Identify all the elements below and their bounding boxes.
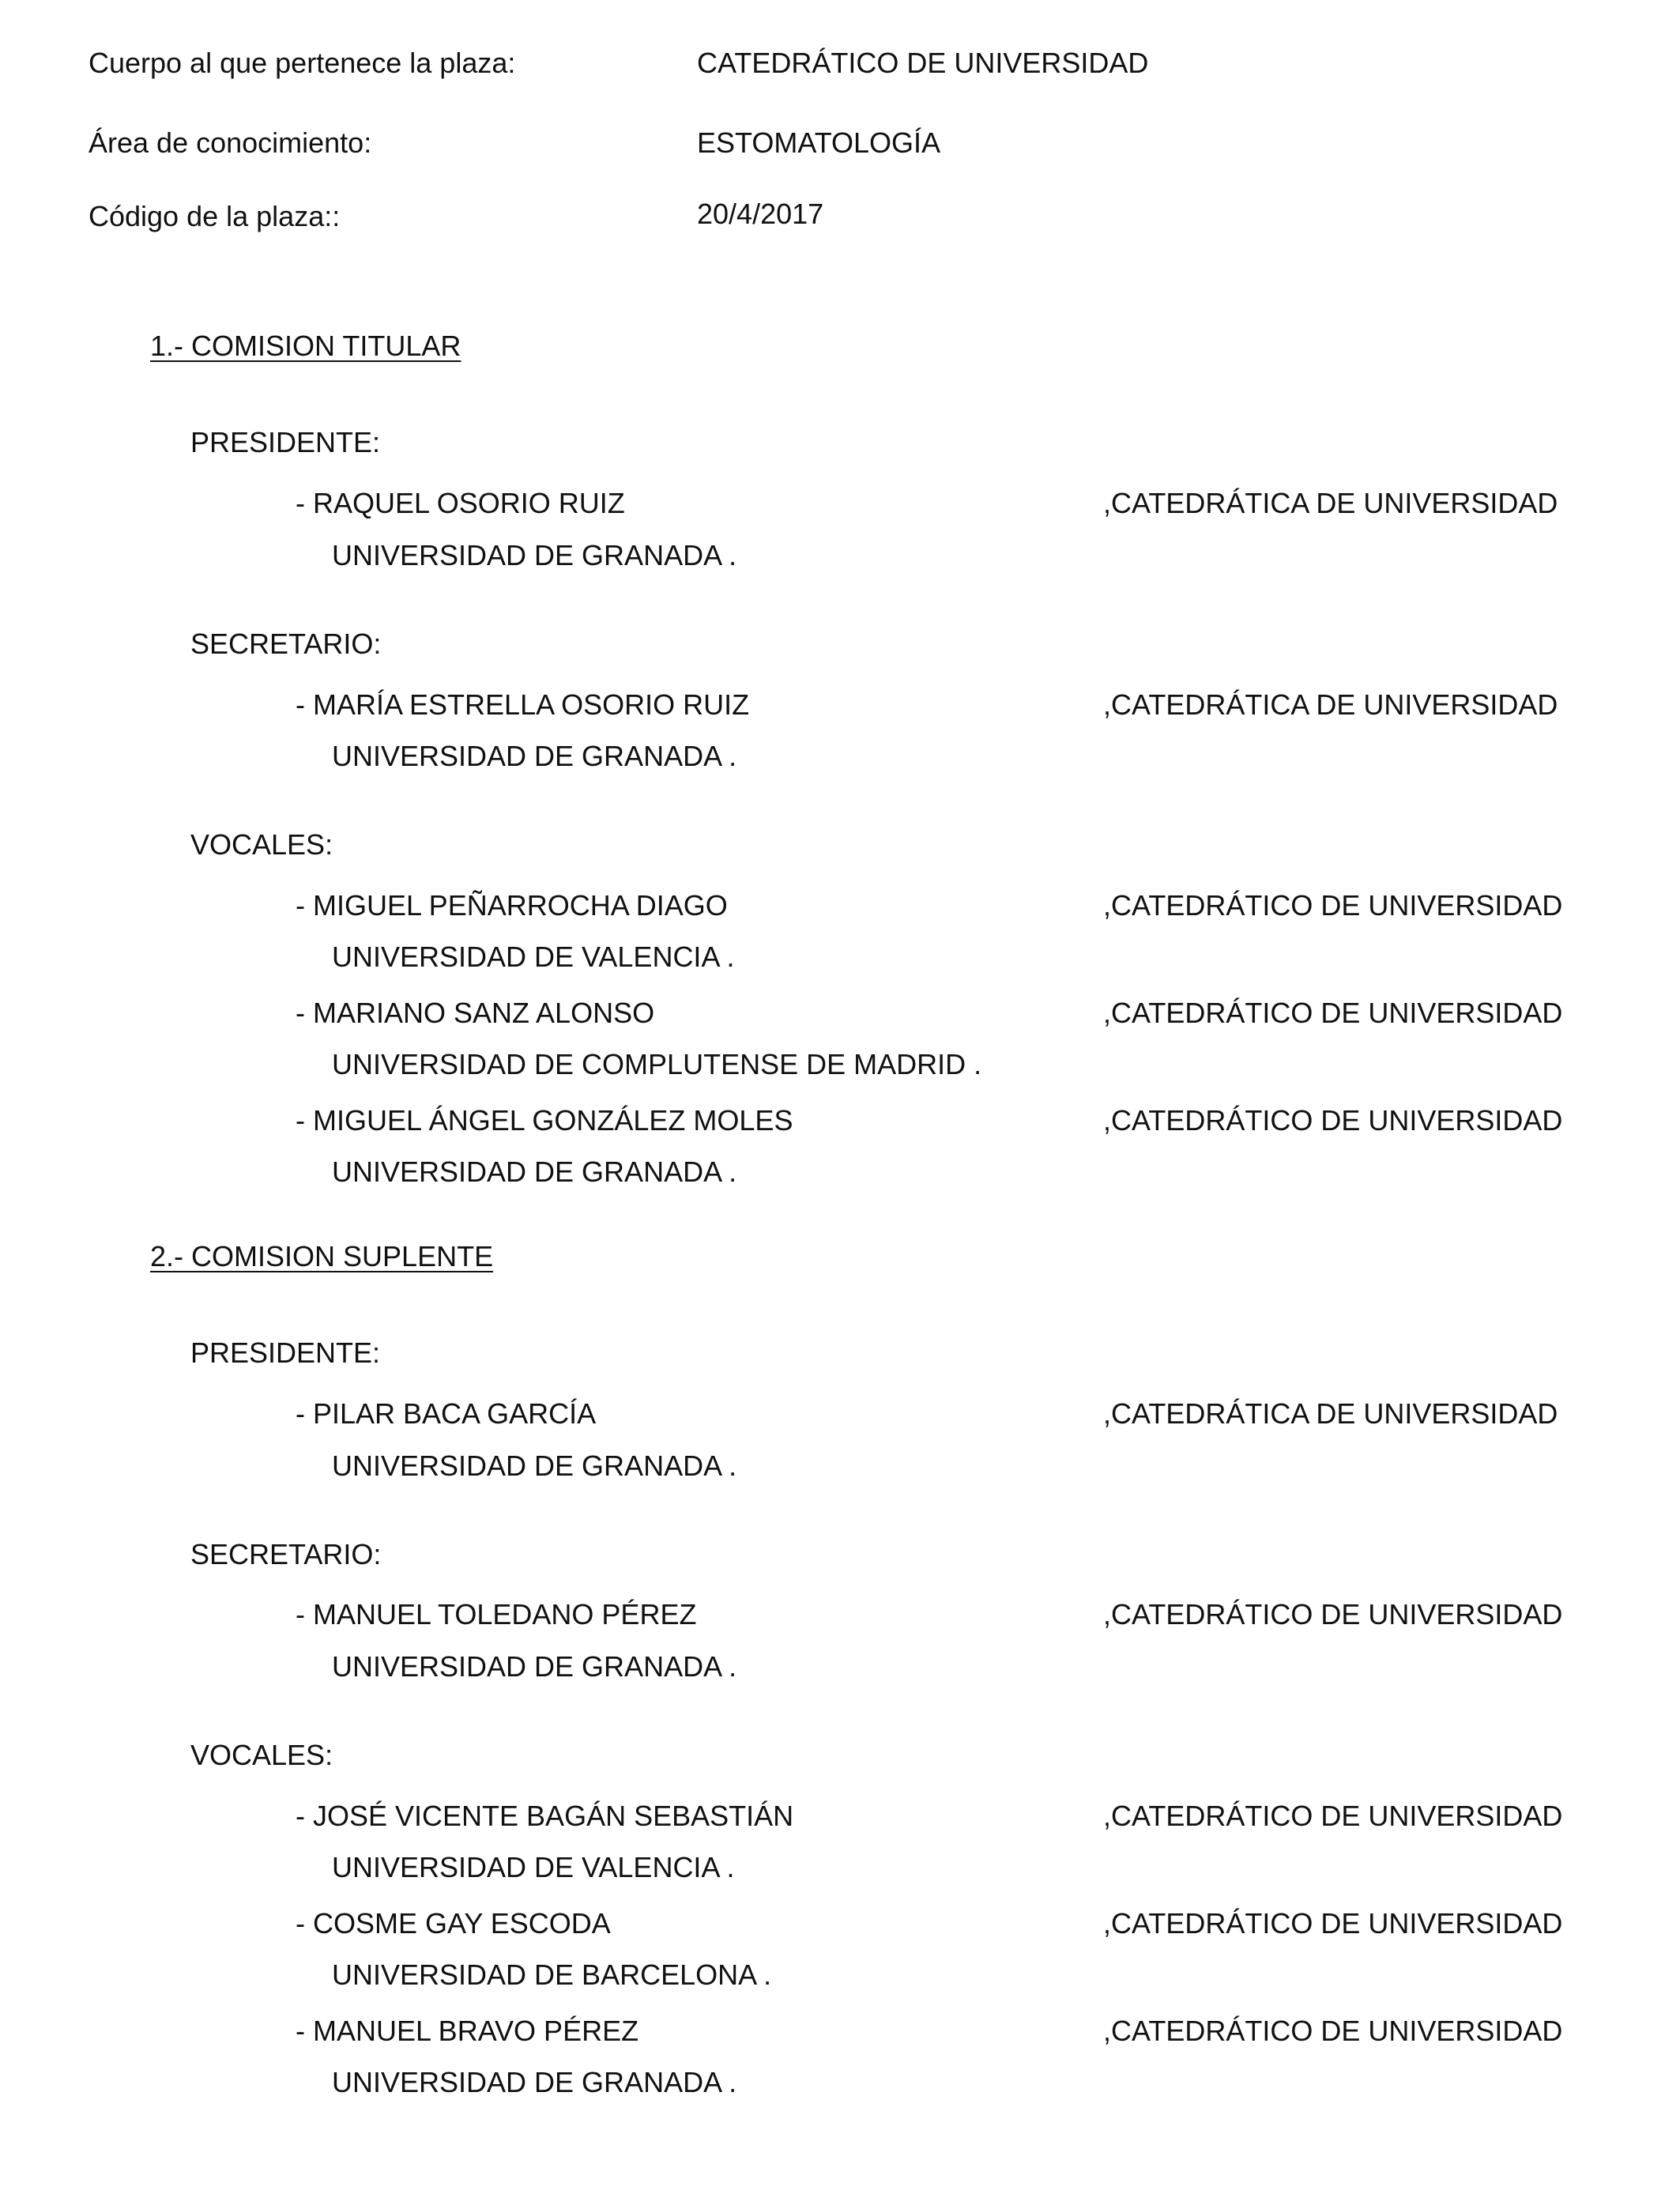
member-university: UNIVERSIDAD DE GRANADA . bbox=[332, 1449, 737, 1482]
member-rank: ,CATEDRÁTICO DE UNIVERSIDAD bbox=[1103, 1598, 1563, 1630]
member-name: - MIGUEL ÁNGEL GONZÁLEZ MOLES bbox=[296, 1104, 793, 1137]
section-title-titular: 1.- COMISION TITULAR bbox=[150, 330, 461, 362]
member-university: UNIVERSIDAD DE GRANADA . bbox=[332, 539, 737, 571]
role-secretario-label: SECRETARIO: bbox=[190, 628, 382, 660]
cuerpo-label: Cuerpo al que pertenece la plaza: bbox=[89, 47, 516, 79]
member-university: UNIVERSIDAD DE GRANADA . bbox=[332, 740, 737, 772]
member-name: - MARIANO SANZ ALONSO bbox=[296, 997, 655, 1029]
role-presidente-label: PRESIDENTE: bbox=[190, 426, 381, 458]
member-name: - MIGUEL PEÑARROCHA DIAGO bbox=[296, 889, 728, 922]
area-label: Área de conocimiento: bbox=[89, 126, 372, 159]
member-rank: ,CATEDRÁTICO DE UNIVERSIDAD bbox=[1103, 2015, 1563, 2047]
member-university: UNIVERSIDAD DE VALENCIA . bbox=[332, 941, 735, 973]
cuerpo-value: CATEDRÁTICO DE UNIVERSIDAD bbox=[697, 47, 1149, 79]
member-rank: ,CATEDRÁTICA DE UNIVERSIDAD bbox=[1103, 688, 1558, 721]
member-rank: ,CATEDRÁTICO DE UNIVERSIDAD bbox=[1103, 1800, 1563, 1832]
member-rank: ,CATEDRÁTICO DE UNIVERSIDAD bbox=[1103, 997, 1563, 1029]
member-name: - MANUEL BRAVO PÉREZ bbox=[296, 2015, 639, 2047]
member-university: UNIVERSIDAD DE BARCELONA . bbox=[332, 1958, 772, 1991]
member-university: UNIVERSIDAD DE GRANADA . bbox=[332, 1650, 737, 1683]
member-university: UNIVERSIDAD DE GRANADA . bbox=[332, 2066, 737, 2098]
role-secretario-label: SECRETARIO: bbox=[190, 1538, 382, 1570]
codigo-label: Código de la plaza:: bbox=[89, 200, 341, 232]
member-rank: ,CATEDRÁTICO DE UNIVERSIDAD bbox=[1103, 1907, 1563, 1940]
role-vocales-label: VOCALES: bbox=[190, 1739, 333, 1771]
role-vocales-label: VOCALES: bbox=[190, 828, 333, 861]
member-rank: ,CATEDRÁTICA DE UNIVERSIDAD bbox=[1103, 487, 1558, 519]
member-name: - MARÍA ESTRELLA OSORIO RUIZ bbox=[296, 688, 750, 721]
codigo-value: 20/4/2017 bbox=[697, 198, 824, 230]
section-title-suplente: 2.- COMISION SUPLENTE bbox=[150, 1240, 494, 1272]
member-name: - COSME GAY ESCODA bbox=[296, 1907, 611, 1940]
member-name: - RAQUEL OSORIO RUIZ bbox=[296, 487, 625, 519]
member-university: UNIVERSIDAD DE VALENCIA . bbox=[332, 1851, 735, 1883]
member-university: UNIVERSIDAD DE GRANADA . bbox=[332, 1155, 737, 1188]
member-rank: ,CATEDRÁTICO DE UNIVERSIDAD bbox=[1103, 889, 1563, 922]
role-presidente-label: PRESIDENTE: bbox=[190, 1336, 381, 1369]
member-name: - JOSÉ VICENTE BAGÁN SEBASTIÁN bbox=[296, 1800, 794, 1832]
member-rank: ,CATEDRÁTICA DE UNIVERSIDAD bbox=[1103, 1397, 1558, 1430]
member-name: - PILAR BACA GARCÍA bbox=[296, 1397, 597, 1430]
member-university: UNIVERSIDAD DE COMPLUTENSE DE MADRID . bbox=[332, 1048, 982, 1080]
area-value: ESTOMATOLOGÍA bbox=[697, 126, 941, 159]
member-rank: ,CATEDRÁTICO DE UNIVERSIDAD bbox=[1103, 1104, 1563, 1137]
member-name: - MANUEL TOLEDANO PÉREZ bbox=[296, 1598, 697, 1630]
